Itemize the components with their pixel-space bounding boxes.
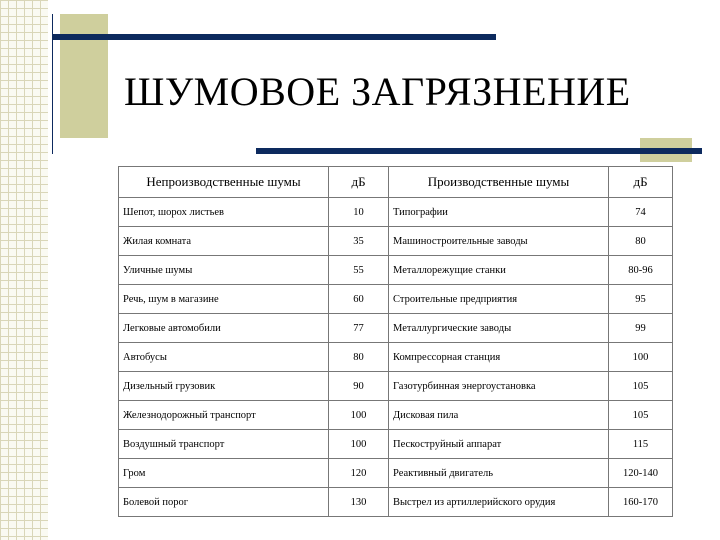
nonindustrial-db-cell: 100 (329, 430, 389, 459)
nonindustrial-db-cell: 10 (329, 198, 389, 227)
table-row (119, 256, 673, 285)
nonindustrial-source-cell: Речь, шум в магазине (119, 285, 329, 314)
decorative-mid-bar (256, 148, 702, 154)
industrial-db-cell: 115 (609, 430, 673, 459)
nonindustrial-db-cell: 130 (329, 488, 389, 517)
nonindustrial-db-cell: 77 (329, 314, 389, 343)
industrial-source-cell: Пескоструйный аппарат (389, 430, 609, 459)
nonindustrial-source-cell: Автобусы (119, 343, 329, 372)
nonindustrial-source-cell: Воздушный транспорт (119, 430, 329, 459)
industrial-db-cell: 95 (609, 285, 673, 314)
decorative-olive-block (60, 14, 108, 138)
industrial-db-cell: 100 (609, 343, 673, 372)
industrial-db-cell: 105 (609, 401, 673, 430)
industrial-source-cell: Газотурбинная энергоустановка (389, 372, 609, 401)
decorative-top-bar (52, 34, 496, 40)
industrial-db-cell: 99 (609, 314, 673, 343)
industrial-db-cell: 105 (609, 372, 673, 401)
header-db-2: дБ (609, 167, 673, 198)
nonindustrial-source-cell: Легковые автомобили (119, 314, 329, 343)
nonindustrial-source-cell: Уличные шумы (119, 256, 329, 285)
industrial-source-cell: Металлургические заводы (389, 314, 609, 343)
nonindustrial-db-cell: 55 (329, 256, 389, 285)
header-db-1: дБ (329, 167, 389, 198)
noise-table (118, 166, 673, 517)
industrial-db-cell: 160-170 (609, 488, 673, 517)
decorative-grid-strip (0, 0, 48, 540)
industrial-db-cell: 80 (609, 227, 673, 256)
header-nonindustrial: Непроизводственные шумы (119, 167, 329, 198)
nonindustrial-db-cell: 80 (329, 343, 389, 372)
table-row (119, 459, 673, 488)
table-row (119, 372, 673, 401)
slide-title: ШУМОВОЕ ЗАГРЯЗНЕНИЕ (124, 69, 631, 114)
industrial-db-cell: 80-96 (609, 256, 673, 285)
industrial-db-cell: 120-140 (609, 459, 673, 488)
industrial-source-cell: Реактивный двигатель (389, 459, 609, 488)
industrial-source-cell: Машиностроительные заводы (389, 227, 609, 256)
nonindustrial-source-cell: Железнодорожный транспорт (119, 401, 329, 430)
industrial-source-cell: Типографии (389, 198, 609, 227)
nonindustrial-db-cell: 90 (329, 372, 389, 401)
industrial-source-cell: Выстрел из артиллерийского орудия (389, 488, 609, 517)
industrial-source-cell: Компрессорная станция (389, 343, 609, 372)
table-row (119, 488, 673, 517)
header-industrial: Производственные шумы (389, 167, 609, 198)
table-row (119, 430, 673, 459)
table-row (119, 285, 673, 314)
table-row (119, 401, 673, 430)
industrial-source-cell: Дисковая пила (389, 401, 609, 430)
table-row (119, 314, 673, 343)
table-header-row (119, 167, 673, 198)
nonindustrial-db-cell: 35 (329, 227, 389, 256)
nonindustrial-db-cell: 120 (329, 459, 389, 488)
nonindustrial-source-cell: Гром (119, 459, 329, 488)
industrial-source-cell: Строительные предприятия (389, 285, 609, 314)
industrial-source-cell: Металлорежущие станки (389, 256, 609, 285)
nonindustrial-source-cell: Дизельный грузовик (119, 372, 329, 401)
table-row (119, 343, 673, 372)
nonindustrial-source-cell: Жилая комната (119, 227, 329, 256)
table-row (119, 227, 673, 256)
industrial-db-cell: 74 (609, 198, 673, 227)
nonindustrial-source-cell: Шепот, шорох листьев (119, 198, 329, 227)
nonindustrial-db-cell: 100 (329, 401, 389, 430)
table-row (119, 198, 673, 227)
nonindustrial-source-cell: Болевой порог (119, 488, 329, 517)
nonindustrial-db-cell: 60 (329, 285, 389, 314)
